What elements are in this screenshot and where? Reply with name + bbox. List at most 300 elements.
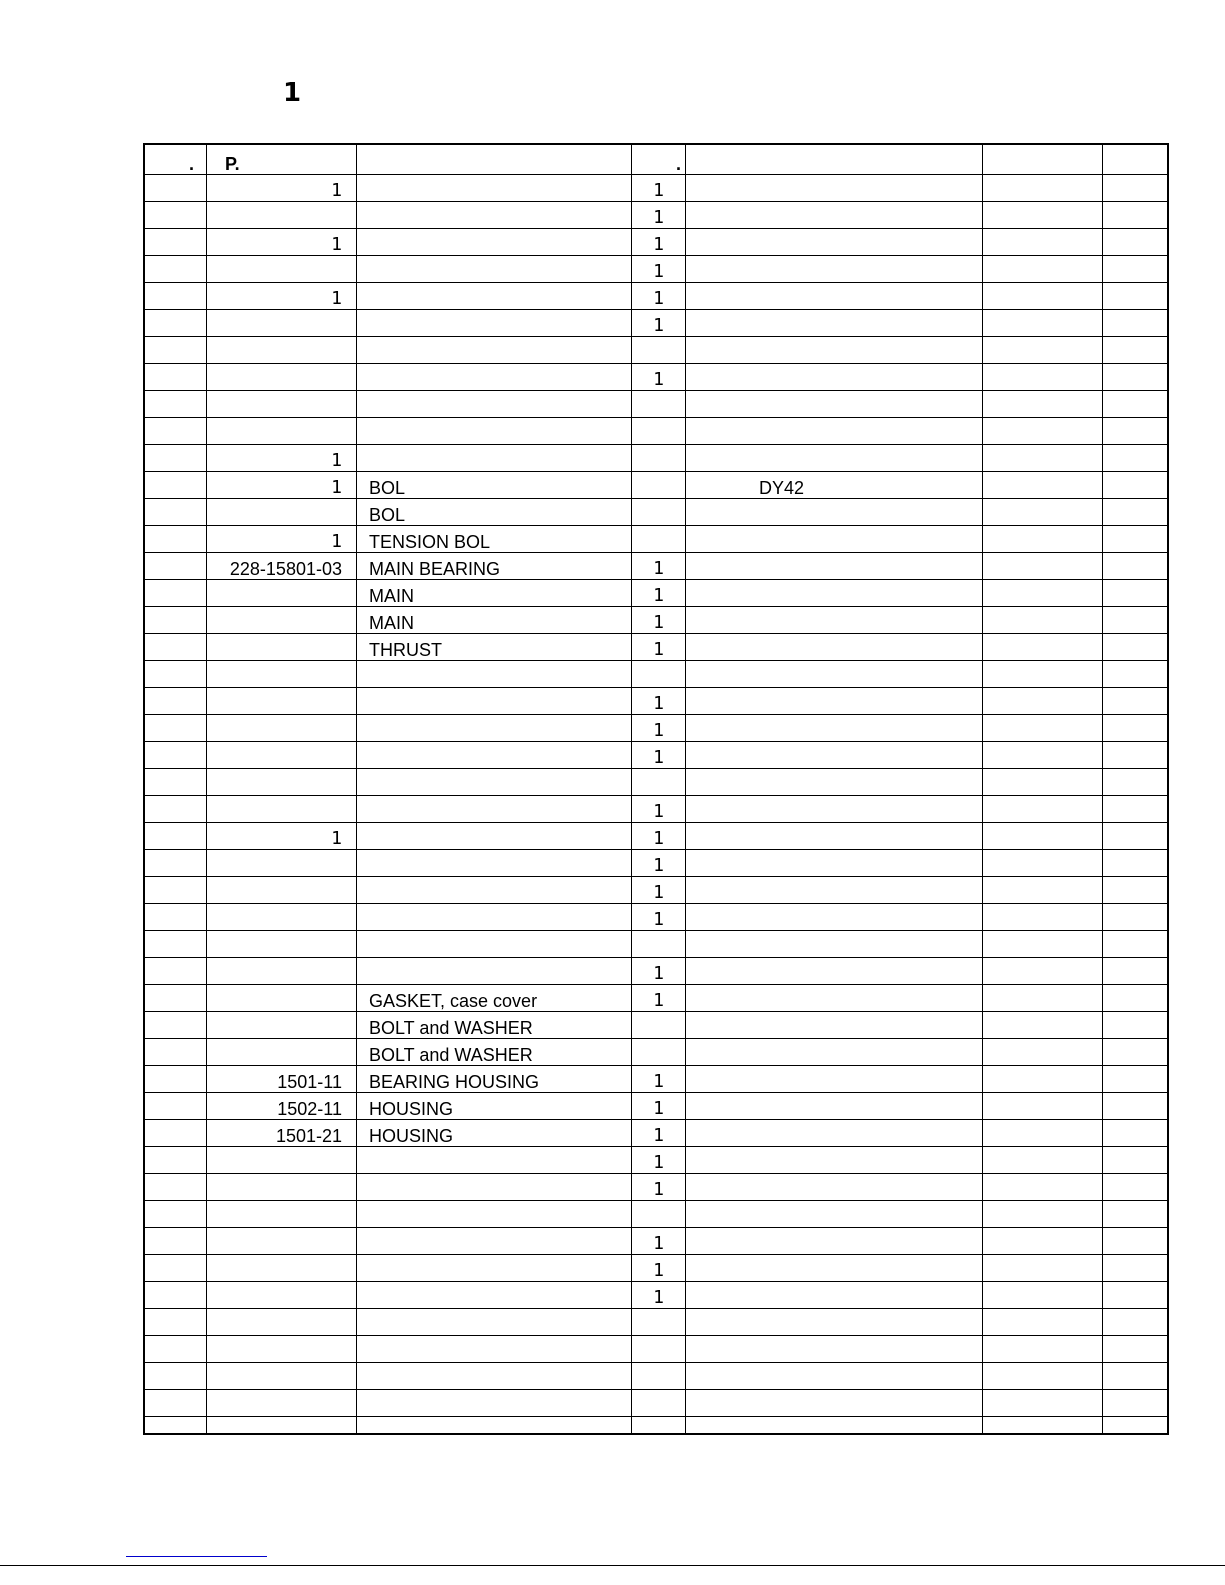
cell-qty: 1: [632, 364, 686, 391]
cell-item-no: [144, 472, 207, 499]
table-row: [144, 742, 1168, 769]
cell-item-no: [144, 337, 207, 364]
cell-description: MAIN: [357, 580, 632, 607]
table-row: [144, 1255, 1168, 1282]
cell-description: [357, 337, 632, 364]
cell-extra-1: [983, 175, 1103, 202]
cell-remarks: [686, 1039, 983, 1066]
cell-part-no: 1: [207, 472, 357, 499]
parts-table-body: [144, 144, 1168, 1434]
cell-part-no: [207, 1255, 357, 1282]
cell-extra-2: [1103, 445, 1169, 472]
cell-item-no: [144, 985, 207, 1012]
cell-item-no: [144, 445, 207, 472]
cell-remarks: [686, 337, 983, 364]
cell-qty: 1: [632, 985, 686, 1012]
cell-item-no: [144, 1039, 207, 1066]
cell-item-no: [144, 229, 207, 256]
table-row: [144, 1390, 1168, 1417]
cell-item-no: [144, 1174, 207, 1201]
table-row: [144, 526, 1168, 553]
cell-extra-1: [983, 1066, 1103, 1093]
cell-description: BOL: [357, 499, 632, 526]
table-row: [144, 850, 1168, 877]
cell-extra-2: [1103, 1228, 1169, 1255]
cell-qty: 1: [632, 904, 686, 931]
cell-item-no: [144, 364, 207, 391]
cell-extra-2: [1103, 661, 1169, 688]
cell-qty: 1: [632, 796, 686, 823]
table-row: [144, 634, 1168, 661]
cell-extra-1: [983, 1039, 1103, 1066]
cell-extra-2: [1103, 391, 1169, 418]
cell-part-no: [207, 634, 357, 661]
cell-extra-1: [983, 526, 1103, 553]
cell-qty: [632, 931, 686, 958]
cell-description: [357, 391, 632, 418]
cell-description: [357, 715, 632, 742]
cell-part-no: [207, 1309, 357, 1336]
cell-part-no: [207, 1147, 357, 1174]
cell-item-no: [144, 715, 207, 742]
cell-extra-2: [1103, 418, 1169, 445]
cell-part-no: [207, 1336, 357, 1363]
cell-extra-2: [1103, 310, 1169, 337]
cell-qty: [632, 418, 686, 445]
cell-remarks: [686, 1174, 983, 1201]
cell-extra-2: [1103, 256, 1169, 283]
cell-part-no: [207, 1201, 357, 1228]
cell-remarks: [686, 1417, 983, 1435]
cell-extra-2: [1103, 796, 1169, 823]
cell-description: [357, 1390, 632, 1417]
cell-remarks: [686, 1147, 983, 1174]
cell-remarks: [686, 526, 983, 553]
cell-item-no: [144, 310, 207, 337]
cell-extra-1: [983, 985, 1103, 1012]
cell-qty: 1: [632, 715, 686, 742]
cell-part-no: 1: [207, 175, 357, 202]
cell-extra-2: [1103, 715, 1169, 742]
cell-item-no: [144, 1255, 207, 1282]
cell-extra-1: [983, 418, 1103, 445]
table-row: [144, 418, 1168, 445]
cell-item-no: [144, 742, 207, 769]
cell-item-no: [144, 823, 207, 850]
cell-item-no: [144, 796, 207, 823]
cell-remarks: [686, 1363, 983, 1390]
cell-extra-2: [1103, 823, 1169, 850]
cell-part-no: [207, 418, 357, 445]
cell-item-no: [144, 1147, 207, 1174]
cell-qty: [632, 1336, 686, 1363]
cell-part-no: [207, 715, 357, 742]
cell-item-no: [144, 1012, 207, 1039]
cell-qty: [632, 1390, 686, 1417]
cell-description: [357, 283, 632, 310]
cell-remarks: [686, 499, 983, 526]
cell-item-no: [144, 202, 207, 229]
cell-extra-1: [983, 1012, 1103, 1039]
cell-part-no: [207, 607, 357, 634]
cell-qty: 1: [632, 553, 686, 580]
cell-extra-1: [983, 769, 1103, 796]
cell-description: [357, 1363, 632, 1390]
table-row: [144, 1012, 1168, 1039]
cell-part-no: 1501-21: [207, 1120, 357, 1147]
cell-remarks: [686, 1066, 983, 1093]
cell-qty: [632, 1012, 686, 1039]
cell-part-no: [207, 364, 357, 391]
table-row: [144, 715, 1168, 742]
cell-qty: 1: [632, 958, 686, 985]
table-row: [144, 229, 1168, 256]
cell-extra-2: [1103, 1201, 1169, 1228]
cell-extra-2: [1103, 742, 1169, 769]
cell-extra-1: [983, 931, 1103, 958]
cell-extra-2: [1103, 904, 1169, 931]
cell-extra-2: [1103, 1390, 1169, 1417]
cell-extra-1: [983, 634, 1103, 661]
cell-part-no: 1: [207, 283, 357, 310]
cell-extra-1: [983, 1282, 1103, 1309]
cell-item-no: [144, 1282, 207, 1309]
cell-item-no: [144, 958, 207, 985]
cell-remarks: [686, 634, 983, 661]
cell-part-no: [207, 391, 357, 418]
cell-extra-1: [983, 1147, 1103, 1174]
cell-extra-2: [1103, 688, 1169, 715]
cell-description: [357, 1255, 632, 1282]
cell-item-no: [144, 283, 207, 310]
table-row: [144, 1336, 1168, 1363]
cell-remarks: [686, 796, 983, 823]
cell-part-no: [207, 256, 357, 283]
cell-part-no: [207, 877, 357, 904]
table-row: [144, 688, 1168, 715]
cell-extra-1: [983, 553, 1103, 580]
cell-extra-2: [1103, 1093, 1169, 1120]
cell-extra-1: [983, 1093, 1103, 1120]
table-row: [144, 823, 1168, 850]
cell-remarks: [686, 769, 983, 796]
table-row: [144, 553, 1168, 580]
cell-description: BOLT and WASHER: [357, 1039, 632, 1066]
table-row: [144, 985, 1168, 1012]
cell-part-no: [207, 661, 357, 688]
cell-qty: 1: [632, 175, 686, 202]
cell-extra-2: [1103, 526, 1169, 553]
cell-description: HOUSING: [357, 1093, 632, 1120]
cell-remarks: [686, 823, 983, 850]
cell-item-no: [144, 553, 207, 580]
cell-part-no: 1: [207, 823, 357, 850]
cell-extra-2: [1103, 1282, 1169, 1309]
cell-extra-2: [1103, 1066, 1169, 1093]
cell-remarks: [686, 229, 983, 256]
cell-description: [357, 202, 632, 229]
cell-remarks: [686, 1093, 983, 1120]
cell-remarks: [686, 688, 983, 715]
cell-part-no: 1502-11: [207, 1093, 357, 1120]
cell-extra-2: [1103, 850, 1169, 877]
cell-qty: 1: [632, 1282, 686, 1309]
cell-part-no: 1501-11: [207, 1066, 357, 1093]
cell-part-no: [207, 688, 357, 715]
cell-qty: 1: [632, 229, 686, 256]
cell-part-no: 1: [207, 526, 357, 553]
header-remarks: [686, 144, 983, 175]
table-row: [144, 1228, 1168, 1255]
cell-qty: 1: [632, 1255, 686, 1282]
cell-extra-1: [983, 337, 1103, 364]
cell-extra-1: [983, 1363, 1103, 1390]
cell-extra-1: [983, 499, 1103, 526]
cell-extra-1: [983, 877, 1103, 904]
cell-qty: [632, 445, 686, 472]
cell-extra-1: [983, 688, 1103, 715]
cell-part-no: [207, 1174, 357, 1201]
table-row: [144, 796, 1168, 823]
cell-extra-2: [1103, 553, 1169, 580]
cell-item-no: [144, 256, 207, 283]
cell-description: [357, 661, 632, 688]
cell-extra-1: [983, 742, 1103, 769]
cell-item-no: [144, 931, 207, 958]
cell-part-no: [207, 769, 357, 796]
cell-extra-2: [1103, 1147, 1169, 1174]
cell-extra-1: [983, 958, 1103, 985]
cell-extra-2: [1103, 1174, 1169, 1201]
header-qty: .: [632, 144, 686, 175]
cell-extra-1: [983, 364, 1103, 391]
cell-part-no: [207, 985, 357, 1012]
cell-qty: 1: [632, 1147, 686, 1174]
table-row: [144, 337, 1168, 364]
cell-part-no: [207, 1363, 357, 1390]
cell-description: [357, 796, 632, 823]
table-row: [144, 256, 1168, 283]
cell-qty: [632, 391, 686, 418]
cell-part-no: [207, 1228, 357, 1255]
cell-description: [357, 904, 632, 931]
cell-item-no: [144, 526, 207, 553]
cell-remarks: [686, 283, 983, 310]
cell-part-no: [207, 1390, 357, 1417]
cell-extra-1: [983, 445, 1103, 472]
cell-description: [357, 445, 632, 472]
cell-qty: 1: [632, 1066, 686, 1093]
cell-item-no: [144, 661, 207, 688]
header-extra-1: [983, 144, 1103, 175]
cell-extra-1: [983, 661, 1103, 688]
cell-item-no: [144, 688, 207, 715]
cell-part-no: [207, 1039, 357, 1066]
cell-extra-2: [1103, 1120, 1169, 1147]
cell-description: [357, 1228, 632, 1255]
cell-description: [357, 877, 632, 904]
cell-extra-1: [983, 904, 1103, 931]
cell-part-no: [207, 796, 357, 823]
cell-extra-1: [983, 391, 1103, 418]
cell-remarks: [686, 364, 983, 391]
cell-description: THRUST: [357, 634, 632, 661]
cell-extra-2: [1103, 472, 1169, 499]
cell-extra-1: [983, 580, 1103, 607]
cell-qty: 1: [632, 1174, 686, 1201]
cell-description: [357, 229, 632, 256]
cell-extra-1: [983, 850, 1103, 877]
cell-extra-1: [983, 1201, 1103, 1228]
cell-description: MAIN: [357, 607, 632, 634]
cell-item-no: [144, 850, 207, 877]
cell-extra-1: [983, 472, 1103, 499]
cell-remarks: [686, 661, 983, 688]
cell-qty: 1: [632, 877, 686, 904]
cell-qty: 1: [632, 202, 686, 229]
cell-extra-2: [1103, 283, 1169, 310]
cell-description: [357, 1282, 632, 1309]
cell-part-no: [207, 742, 357, 769]
cell-item-no: [144, 1309, 207, 1336]
cell-description: [357, 364, 632, 391]
cell-qty: 1: [632, 1120, 686, 1147]
cell-extra-2: [1103, 607, 1169, 634]
cell-qty: 1: [632, 580, 686, 607]
cell-description: [357, 175, 632, 202]
cell-description: [357, 1201, 632, 1228]
cell-description: [357, 958, 632, 985]
cell-description: [357, 1309, 632, 1336]
table-row: [144, 1066, 1168, 1093]
table-row: [144, 364, 1168, 391]
cell-description: [357, 256, 632, 283]
cell-extra-1: [983, 202, 1103, 229]
cell-extra-2: [1103, 1336, 1169, 1363]
table-row: [144, 1174, 1168, 1201]
cell-remarks: [686, 931, 983, 958]
cell-part-no: [207, 337, 357, 364]
cell-extra-1: [983, 715, 1103, 742]
cell-remarks: [686, 1309, 983, 1336]
footer-link-line: [126, 1556, 267, 1557]
table-row: [144, 391, 1168, 418]
cell-part-no: 1: [207, 445, 357, 472]
cell-description: [357, 418, 632, 445]
table-row: [144, 1120, 1168, 1147]
cell-extra-2: [1103, 1012, 1169, 1039]
cell-remarks: [686, 310, 983, 337]
cell-extra-2: [1103, 364, 1169, 391]
cell-description: [357, 1174, 632, 1201]
cell-part-no: [207, 1282, 357, 1309]
cell-remarks: [686, 1012, 983, 1039]
cell-part-no: [207, 310, 357, 337]
table-row: [144, 1147, 1168, 1174]
table-row: [144, 1417, 1168, 1435]
table-row: [144, 1039, 1168, 1066]
cell-item-no: [144, 1093, 207, 1120]
cell-part-no: [207, 904, 357, 931]
cell-description: [357, 688, 632, 715]
cell-description: [357, 931, 632, 958]
table-row: [144, 769, 1168, 796]
cell-item-no: [144, 877, 207, 904]
cell-remarks: [686, 1336, 983, 1363]
cell-qty: 1: [632, 850, 686, 877]
cell-extra-2: [1103, 1309, 1169, 1336]
cell-part-no: [207, 850, 357, 877]
table-row: [144, 283, 1168, 310]
cell-remarks: [686, 391, 983, 418]
cell-qty: [632, 499, 686, 526]
cell-qty: [632, 526, 686, 553]
cell-qty: [632, 472, 686, 499]
cell-description: MAIN BEARING: [357, 553, 632, 580]
cell-item-no: [144, 1417, 207, 1435]
table-row: [144, 904, 1168, 931]
cell-description: [357, 823, 632, 850]
table-row: [144, 1093, 1168, 1120]
page-title: 1: [283, 78, 302, 108]
table-row: [144, 1282, 1168, 1309]
table-row: [144, 1201, 1168, 1228]
cell-remarks: [686, 958, 983, 985]
cell-qty: [632, 1417, 686, 1435]
table-row: [144, 607, 1168, 634]
cell-part-no: [207, 1012, 357, 1039]
cell-part-no: [207, 202, 357, 229]
table-row: [144, 310, 1168, 337]
table-row: [144, 499, 1168, 526]
cell-part-no: [207, 1417, 357, 1435]
cell-extra-1: [983, 796, 1103, 823]
cell-qty: [632, 1363, 686, 1390]
cell-extra-2: [1103, 1255, 1169, 1282]
table-row: [144, 931, 1168, 958]
cell-qty: 1: [632, 634, 686, 661]
cell-part-no: 1: [207, 229, 357, 256]
cell-remarks: [686, 1282, 983, 1309]
table-row: [144, 958, 1168, 985]
header-no: .: [144, 144, 207, 175]
cell-item-no: [144, 1066, 207, 1093]
cell-extra-1: [983, 1255, 1103, 1282]
cell-remarks: [686, 742, 983, 769]
cell-qty: 1: [632, 1093, 686, 1120]
cell-part-no: [207, 580, 357, 607]
cell-qty: [632, 661, 686, 688]
cell-item-no: [144, 1336, 207, 1363]
cell-qty: 1: [632, 1228, 686, 1255]
cell-remarks: [686, 580, 983, 607]
cell-remarks: [686, 418, 983, 445]
cell-remarks: [686, 202, 983, 229]
cell-remarks: [686, 256, 983, 283]
cell-qty: [632, 1039, 686, 1066]
cell-extra-1: [983, 229, 1103, 256]
cell-extra-1: [983, 1228, 1103, 1255]
cell-description: [357, 310, 632, 337]
table-row: [144, 1309, 1168, 1336]
cell-item-no: [144, 175, 207, 202]
cell-item-no: [144, 580, 207, 607]
cell-extra-2: [1103, 769, 1169, 796]
table-row: [144, 175, 1168, 202]
cell-extra-1: [983, 310, 1103, 337]
cell-part-no: 228-15801-03: [207, 553, 357, 580]
cell-remarks: [686, 1120, 983, 1147]
